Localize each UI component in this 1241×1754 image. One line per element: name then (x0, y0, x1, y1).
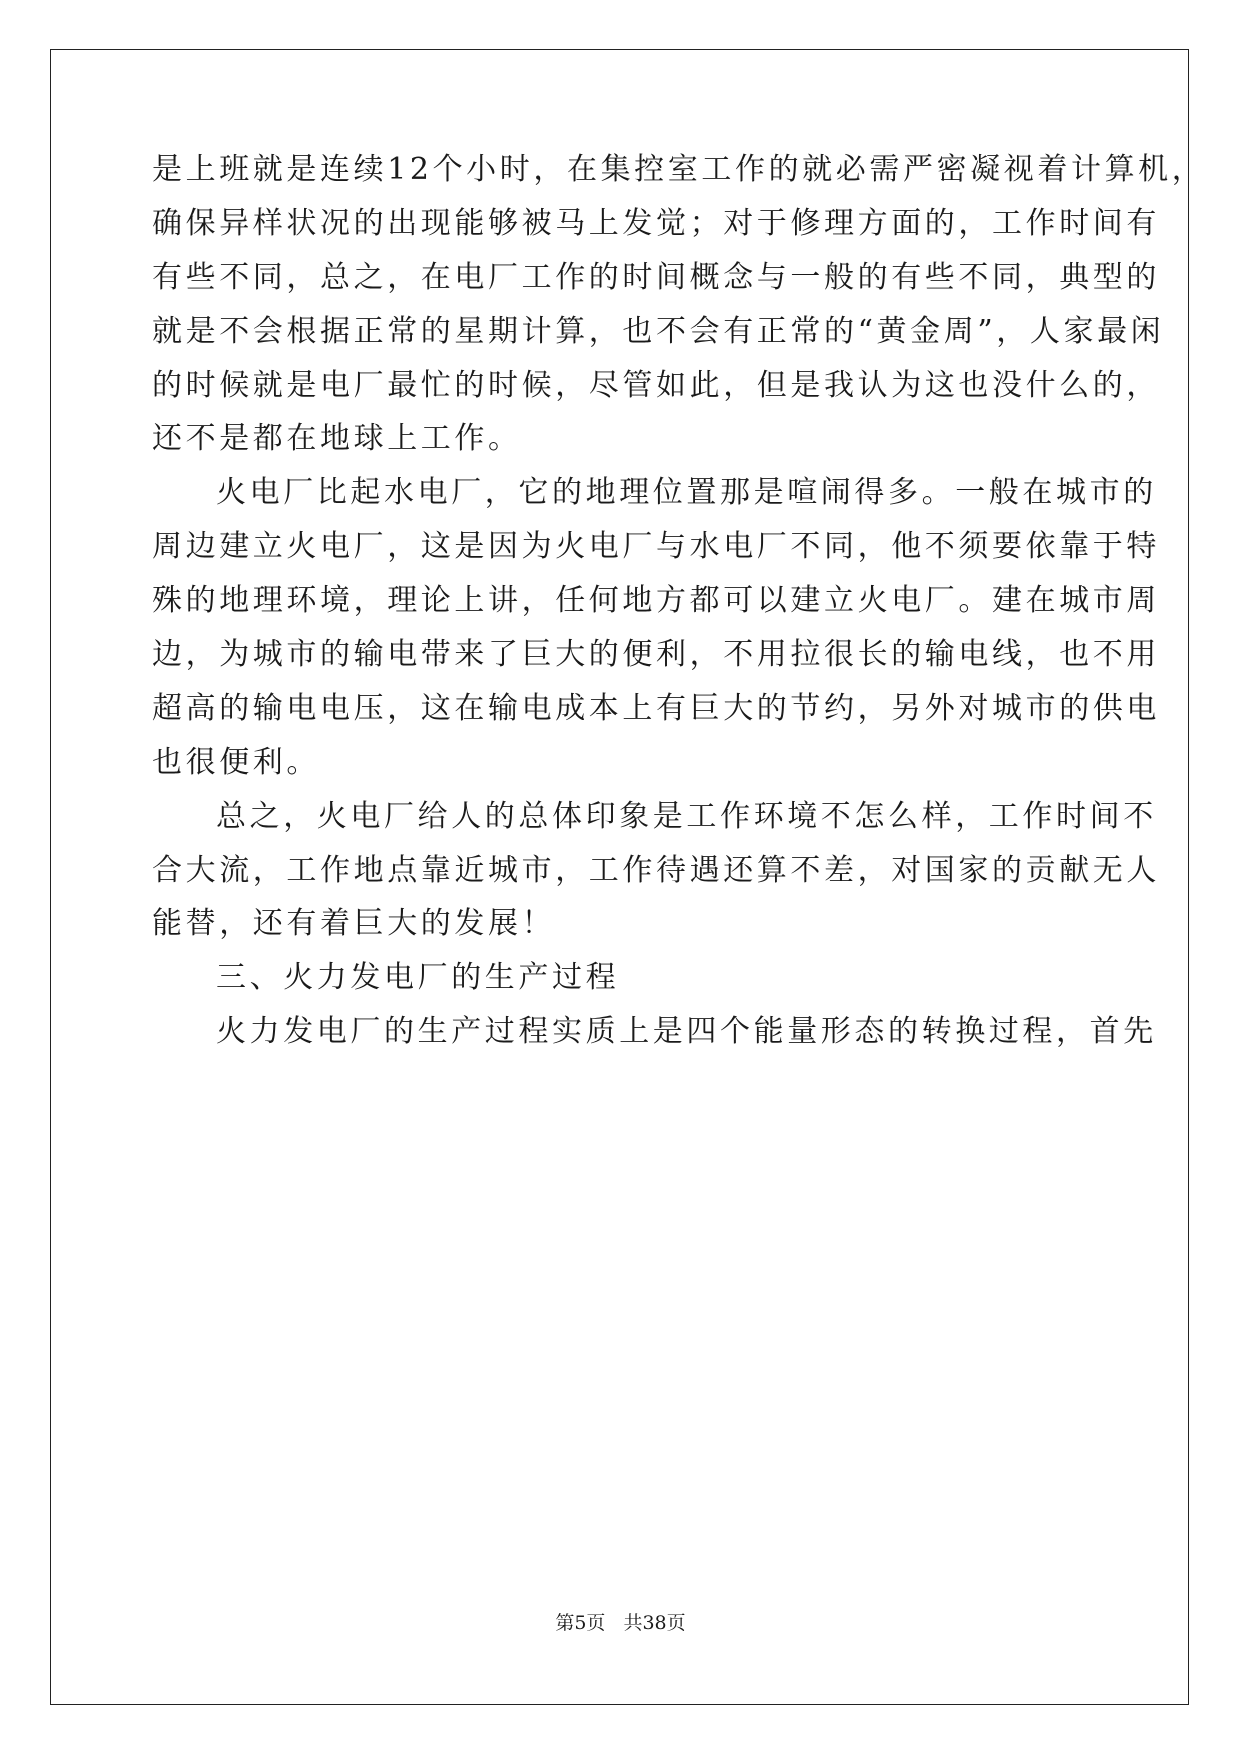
text-line-12: 也很便利。 (152, 744, 320, 780)
text-line-17: 火力发电厂的生产过程实质上是四个能量形态的转换过程，首先 (216, 1014, 1157, 1050)
page-total: 共38页 (623, 1612, 686, 1634)
text-line-3: 有些不同，总之，在电厂工作的时间概念与一般的有些不同，典型的 (152, 259, 1160, 295)
text-line-6: 还不是都在地球上工作。 (152, 421, 522, 457)
text-line-4: 就是不会根据正常的星期计算，也不会有正常的“黄金周”，人家最闲 (152, 313, 1165, 349)
text-line-15: 能替，还有着巨大的发展！ (152, 906, 556, 942)
page-number: 第5页 (555, 1612, 606, 1634)
text-line-8: 周边建立火电厂，这是因为火电厂与水电厂不同，他不须要依靠于特 (152, 529, 1160, 565)
section-heading: 三、火力发电厂的生产过程 (216, 960, 620, 996)
page-footer (0, 1608, 1241, 1635)
text-line-9: 殊的地理环境，理论上讲，任何地方都可以建立火电厂。建在城市周 (152, 583, 1160, 619)
text-line-10: 边，为城市的输电带来了巨大的便利，不用拉很长的输电线，也不用 (152, 637, 1160, 673)
text-line-1: 是上班就是连续12个小时，在集控室工作的就必需严密凝视着计算机， (152, 152, 1206, 187)
text-line-2: 确保异样状况的出现能够被马上发觉；对于修理方面的，工作时间有 (152, 205, 1160, 241)
text-line-13: 总之，火电厂给人的总体印象是工作环境不怎么样，工作时间不 (216, 798, 1157, 834)
text-line-5: 的时候就是电厂最忙的时候，尽管如此，但是我认为这也没什么的， (152, 367, 1160, 403)
document-body (152, 152, 1206, 1073)
text-line-7: 火电厂比起水电厂，它的地理位置那是喧闹得多。一般在城市的 (216, 475, 1157, 511)
text-line-14: 合大流，工作地点靠近城市，工作待遇还算不差，对国家的贡献无人 (152, 852, 1160, 888)
text-line-11: 超高的输电电压，这在输电成本上有巨大的节约，另外对城市的供电 (152, 690, 1160, 726)
